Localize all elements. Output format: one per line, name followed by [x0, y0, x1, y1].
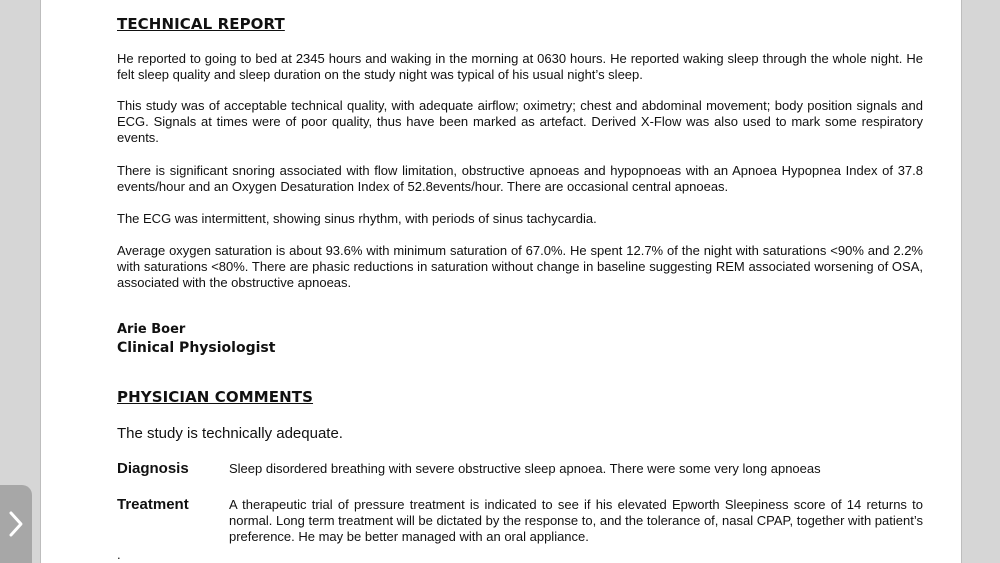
technical-quality-paragraph: This study was of acceptable technical quality, with adequate airflow; oximetry; chest and abdominal movement; body position signals and ECG. Signals at times were of poor quality, thus have been marked as artefact. Derived X-Flow was also used to mark some respiratory events. — [117, 98, 923, 145]
treatment-label: Treatment — [117, 496, 189, 513]
diagnosis-label: Diagnosis — [117, 460, 189, 477]
diagnosis-text: Sleep disordered breathing with severe obstructive sleep apnoea. There were some very long apnoeas — [229, 461, 821, 476]
oxygen-saturation-paragraph: Average oxygen saturation is about 93.6% with minimum saturation of 67.0%. He spent 12.7% of the night with saturations <90% and 2.2% with saturations <80%. There are phasic reductions in saturation without change in baseline suggesting REM associated worsening of OSA, associated with the obstructive apnoeas. — [117, 243, 923, 290]
physician-summary: The study is technically adequate. — [117, 425, 343, 442]
ecg-paragraph: The ECG was intermittent, showing sinus rhythm, with periods of sinus tachycardia. — [117, 211, 597, 226]
sleep-history-paragraph: He reported to going to bed at 2345 hours and waking in the morning at 0630 hours. He reported waking sleep through the whole night. He felt sleep quality and sleep duration on the study night was typical of his usual night’s sleep. — [117, 51, 923, 82]
treatment-text: A therapeutic trial of pressure treatment is indicated to see if his elevated Epworth Sleepiness score of 14 returns to normal. Long term treatment will be dictated by the response to, and the tolerance of, nasal CPAP, together with patient’s preference. He may be better managed with an oral appliance. — [229, 497, 923, 544]
trailing-mark: . — [117, 547, 121, 562]
signature-name: Arie Boer — [117, 322, 186, 337]
document-page — [40, 0, 962, 563]
signature-title: Clinical Physiologist — [117, 340, 276, 356]
chevron-right-icon — [8, 510, 24, 538]
physician-comments-heading: PHYSICIAN COMMENTS — [117, 388, 314, 406]
snoring-findings-paragraph: There is significant snoring associated with flow limitation, obstructive apnoeas and hypopnoeas with an Apnoea Hypopnea Index of 37.8 events/hour and an Oxygen Desaturation Index of 52.8events/hour. There are occasional central apnoeas. — [117, 163, 923, 194]
next-page-button[interactable] — [0, 485, 32, 563]
technical-report-heading: TECHNICAL REPORT — [117, 15, 285, 33]
